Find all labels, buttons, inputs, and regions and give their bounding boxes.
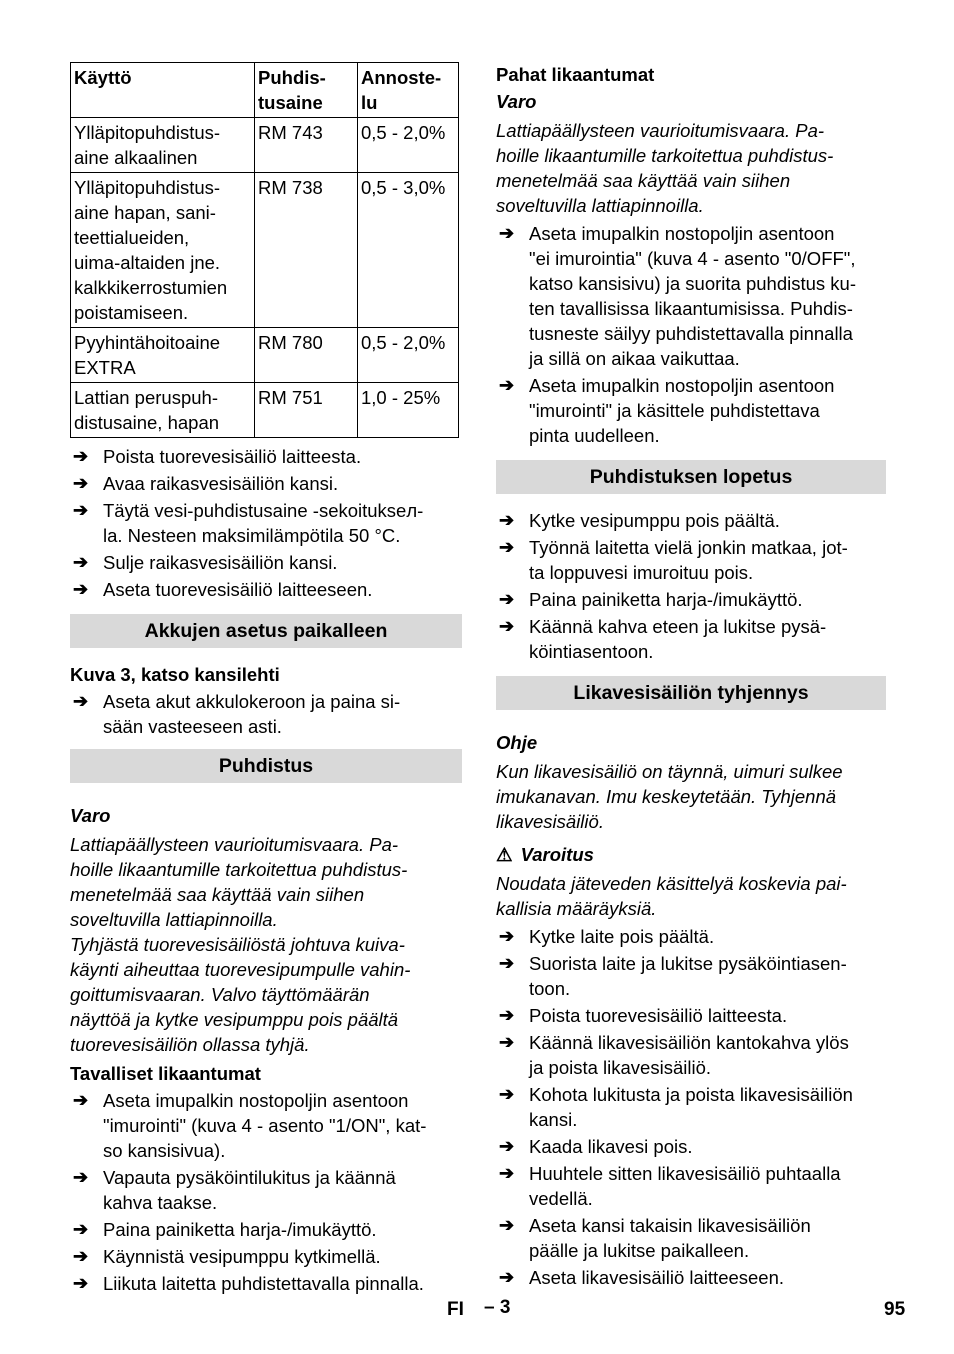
list-item — [496, 614, 886, 664]
table-row — [71, 328, 459, 383]
list-item-text: Aseta akut akkulokeroon ja paina si- sään vasteeseen asti. — [103, 691, 401, 737]
list-item-text: Käännä likavesisäiliön kantokahva ylös ja poista likavesisäiliö. — [529, 1032, 849, 1078]
warning-label — [496, 842, 886, 867]
list-item-text: Poista tuorevesisäiliö laitteesta. — [103, 446, 362, 467]
table-row — [71, 383, 459, 438]
list-item — [70, 689, 462, 739]
arrow-right-icon: ➔ — [73, 473, 89, 493]
list-item — [70, 550, 462, 575]
table-cell: 1,0 - 25% — [358, 383, 459, 438]
list-item — [70, 471, 462, 496]
list-item — [496, 508, 886, 533]
list-item — [496, 924, 886, 949]
table-header-cell: Puhdis- tusaine — [255, 63, 358, 118]
list-item-text: Aseta imupalkin nostopoljin asentoon "imurointi" (kuva 4 - asento "1/ON", kat- so kansisivua). — [103, 1090, 427, 1161]
list-item-text: Kytke vesipumppu pois päältä. — [529, 510, 780, 531]
list-item-text: Kohota lukitusta ja poista likavesisäiliön kansi. — [529, 1084, 853, 1130]
table-row — [71, 118, 459, 173]
subheading-heavy-soiling: Pahat likaantumat — [496, 64, 655, 85]
table-cell: RM 751 — [255, 383, 358, 438]
arrow-right-icon: ➔ — [499, 589, 515, 609]
list-item — [496, 1213, 886, 1263]
list-item — [496, 1265, 886, 1290]
list-item — [496, 221, 886, 371]
section-heading-tyhjennys: Likavesisäiliön tyhjennys — [496, 676, 886, 710]
list-item — [70, 1165, 462, 1215]
list-item-text: Avaa raikasvesisäiliön kansi. — [103, 473, 339, 494]
table-cell: RM 738 — [255, 173, 358, 328]
list-item — [496, 1134, 886, 1159]
list-item-text: Täytä vesi-puhdistusaine -sekoitukseл- la. Nesteen maksimilämpötila 50 °C. — [103, 500, 424, 546]
section-heading-akkujen: Akkujen asetus paikalleen — [70, 614, 462, 648]
list-item-text: Työnnä laitetta vielä jonkin matkaa, jot- ta loppuvesi imuroituu pois. — [529, 537, 848, 583]
list-item — [496, 1003, 886, 1028]
arrow-right-icon: ➔ — [499, 510, 515, 530]
arrow-right-icon: ➔ — [499, 926, 515, 946]
arrow-right-icon: ➔ — [499, 1084, 515, 1104]
footer-page-number: 95 — [884, 1299, 906, 1320]
step-list — [70, 444, 462, 602]
list-item-text: Liikuta laitetta puhdistettavalla pinnalla. — [103, 1273, 424, 1294]
note-text: Kun likavesisäiliö on täynnä, uimuri sulkee imukanavan. Imu keskeytetään. Tyhjennä likavesisäiliö. — [496, 761, 843, 832]
arrow-right-icon: ➔ — [73, 446, 89, 466]
list-item — [496, 1030, 886, 1080]
list-item — [70, 577, 462, 602]
table-cell: Lattian peruspuh- distusaine, hapan — [71, 383, 255, 438]
left-column — [70, 62, 462, 1298]
list-item-text: Vapauta pysäköintilukitus ja käännä kahva taakse. — [103, 1167, 396, 1213]
arrow-right-icon: ➔ — [73, 1273, 89, 1293]
list-item-text: Aseta likavesisäiliö laitteeseen. — [529, 1267, 785, 1288]
table-cell: 0,5 - 2,0% — [358, 328, 459, 383]
list-item-text: Paina painiketta harja-/imukäyttö. — [529, 589, 803, 610]
list-item-text: Käynnistä vesipumppu kytkimellä. — [103, 1246, 381, 1267]
table-cell: Ylläpitopuhdistus- aine alkaalinen — [71, 118, 255, 173]
list-item-text: Aseta imupalkin nostopoljin asentoon "imurointi" ja käsittele puhdistettava pinta uudelleen. — [529, 375, 835, 446]
list-item-text: Aseta imupalkin nostopoljin asentoon "ei imurointia" (kuva 4 - asento "0/OFF", katso kansisivu) ja suorita puhdistus ku- ten tavallisissa likaantumisissa. Puhdis- tusneste säilyy puhdistettavalla pinnalla ja sillä on aikaa vaikuttaa. — [529, 223, 856, 369]
arrow-right-icon: ➔ — [499, 537, 515, 557]
list-item — [496, 1161, 886, 1211]
right-column — [496, 62, 886, 1292]
arrow-right-icon: ➔ — [73, 552, 89, 572]
list-item — [496, 587, 886, 612]
arrow-right-icon: ➔ — [499, 1136, 515, 1156]
table-header-cell: Annoste- lu — [358, 63, 459, 118]
table-header-cell: Käyttö — [71, 63, 255, 118]
table-header-row — [71, 63, 459, 118]
list-item-text: Kaada likavesi pois. — [529, 1136, 693, 1157]
arrow-right-icon: ➔ — [73, 1167, 89, 1187]
step-list — [70, 1088, 462, 1296]
arrow-right-icon: ➔ — [499, 1032, 515, 1052]
list-item — [496, 951, 886, 1001]
warning-label-text: Varoitus — [520, 844, 594, 865]
list-item-text: Kytke laite pois päältä. — [529, 926, 715, 947]
list-item — [70, 1217, 462, 1242]
arrow-right-icon: ➔ — [73, 579, 89, 599]
arrow-right-icon: ➔ — [73, 1090, 89, 1110]
caution-text: Lattiapäällysteen vaurioitumisvaara. Pa- hoille likaantumille tarkoitettua puhdistus- menetelmää saa käyttää vain siihen soveltuvilla lattiapinnoilla. — [496, 120, 834, 216]
footer-language: FI — [447, 1299, 464, 1320]
table-cell: Pyyhintähoitoaine EXTRA — [71, 328, 255, 383]
list-item-text: Poista tuorevesisäiliö laitteesta. — [529, 1005, 788, 1026]
step-list — [496, 924, 886, 1290]
list-item — [70, 1088, 462, 1163]
list-item — [496, 373, 886, 448]
step-list — [496, 221, 886, 448]
list-item — [70, 1244, 462, 1269]
list-item — [70, 444, 462, 469]
arrow-right-icon: ➔ — [499, 1267, 515, 1287]
list-item — [496, 1082, 886, 1132]
list-item-text: Käännä kahva eteen ja lukitse pysä- köintiasentoon. — [529, 616, 827, 662]
table-cell: 0,5 - 2,0% — [358, 118, 459, 173]
list-item-text: Huuhtele sitten likavesisäiliö puhtaalla vedellä. — [529, 1163, 841, 1209]
arrow-right-icon: ➔ — [73, 691, 89, 711]
step-list — [70, 689, 462, 739]
caution-label: Varo — [496, 91, 537, 112]
note-label: Ohje — [496, 732, 538, 753]
figure-reference: Kuva 3, katso kansilehti — [70, 664, 280, 685]
arrow-right-icon: ➔ — [499, 616, 515, 636]
list-item-text: Aseta kansi takaisin likavesisäiliön päälle ja lukitse paikalleen. — [529, 1215, 811, 1261]
footer-local-page: – 3 — [484, 1297, 511, 1318]
arrow-right-icon: ➔ — [73, 500, 89, 520]
arrow-right-icon: ➔ — [499, 1215, 515, 1235]
arrow-right-icon: ➔ — [499, 375, 515, 395]
warning-text: Noudata jäteveden käsittelyä koskevia pai- kallisia määräyksiä. — [496, 873, 847, 919]
list-item-text: Aseta tuorevesisäiliö laitteeseen. — [103, 579, 373, 600]
arrow-right-icon: ➔ — [499, 953, 515, 973]
section-heading-puhdistus: Puhdistus — [70, 749, 462, 783]
detergent-table — [70, 62, 459, 438]
list-item — [70, 498, 462, 548]
list-item — [70, 1271, 462, 1296]
arrow-right-icon: ➔ — [73, 1219, 89, 1239]
table-cell: Ylläpitopuhdistus- aine hapan, sani- teettialueiden, uima-altaiden jne. kalkkikerrostumien poistamiseen. — [71, 173, 255, 328]
list-item — [496, 535, 886, 585]
section-heading-lopetus: Puhdistuksen lopetus — [496, 460, 886, 494]
subheading-normal-soiling: Tavalliset likaantumat — [70, 1063, 261, 1084]
caution-text: Lattiapäällysteen vaurioitumisvaara. Pa- hoille likaantumille tarkoitettua puhdistus- menetelmää saa käyttää vain siihen soveltuvilla lattiapinnoilla. Tyhjästä tuorevesisäiliöstä johtuva kuiva- käynti aiheuttaa tuorevesipumpulle vahin- goittumisvaaran. Valvo täyttömäärän näyttöä ja kytke vesipumppu pois päältä tuorevesisäiliön ollassa tyhjä. — [70, 834, 411, 1055]
table-cell: 0,5 - 3,0% — [358, 173, 459, 328]
table-row — [71, 173, 459, 328]
list-item-text: Paina painiketta harja-/imukäyttö. — [103, 1219, 377, 1240]
warning-triangle-icon: ⚠ — [496, 844, 513, 865]
arrow-right-icon: ➔ — [73, 1246, 89, 1266]
list-item-text: Suorista laite ja lukitse pysäköintiasen- toon. — [529, 953, 847, 999]
caution-label: Varo — [70, 805, 111, 826]
step-list — [496, 508, 886, 664]
table-cell: RM 743 — [255, 118, 358, 173]
arrow-right-icon: ➔ — [499, 223, 515, 243]
list-item-text: Sulje raikasvesisäiliön kansi. — [103, 552, 338, 573]
table-cell: RM 780 — [255, 328, 358, 383]
arrow-right-icon: ➔ — [499, 1163, 515, 1183]
arrow-right-icon: ➔ — [499, 1005, 515, 1025]
